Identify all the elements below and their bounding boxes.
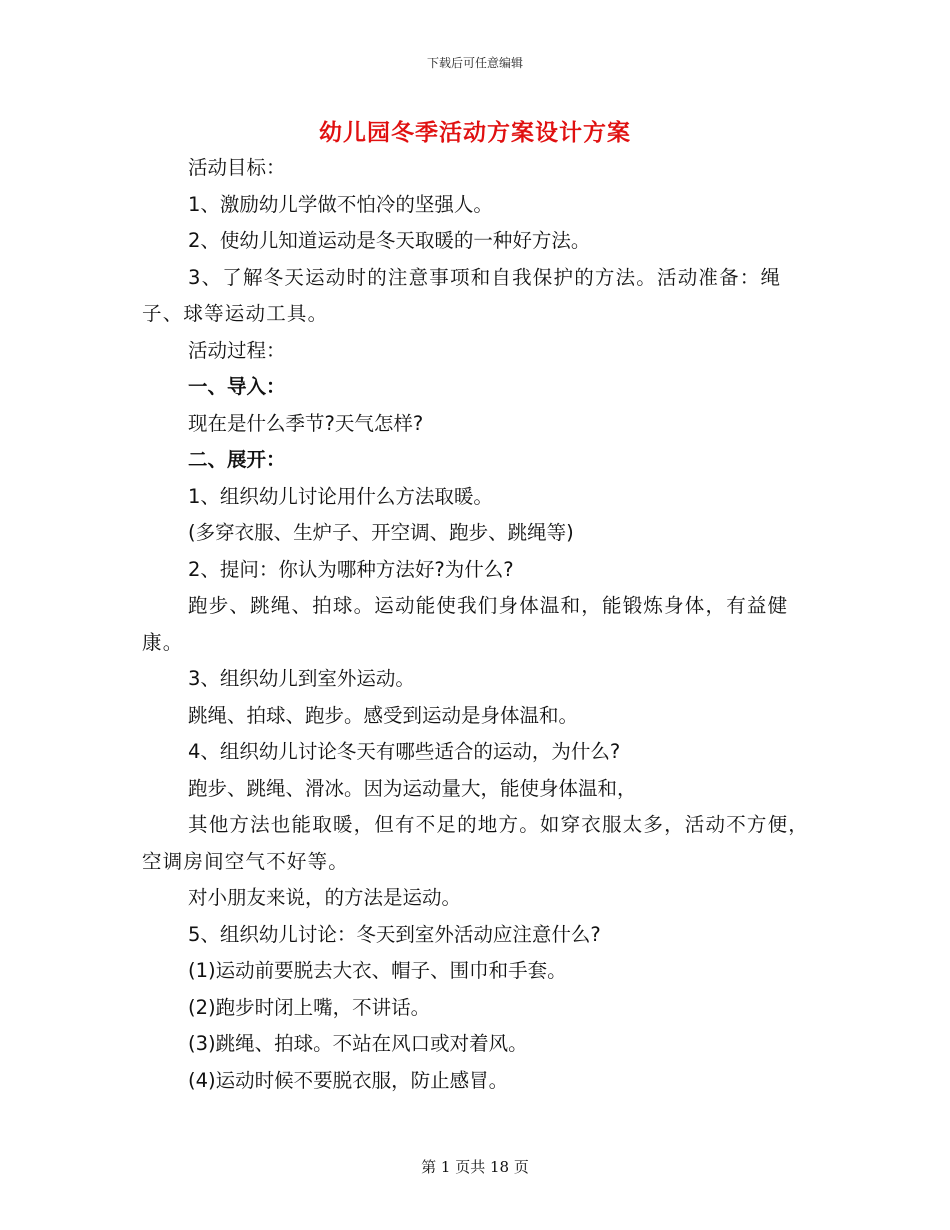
paragraph: 活动目标： <box>188 156 286 179</box>
paragraph: 跑步、跳绳、拍球。运动能使我们身体温和，能锻炼身体，有益健康。 <box>142 594 789 654</box>
paragraph: 2、提问：你认为哪种方法好?为什么? <box>188 557 514 581</box>
page-footer: 第 1 页共 18 页 <box>421 1158 529 1176</box>
document-body <box>142 150 812 1099</box>
list-item: (1)运动前要脱去大衣、帽子、围巾和手套。 <box>188 959 567 982</box>
list-item: (3)跳绳、拍球。不站在风口或对着风。 <box>188 1032 528 1055</box>
paragraph: 4、组织幼儿讨论冬天有哪些适合的运动，为什么? <box>188 740 621 763</box>
section-heading: 二、展开： <box>188 448 286 471</box>
paragraph: 活动过程： <box>188 338 286 362</box>
paragraph: 现在是什么季节?天气怎样? <box>188 411 424 435</box>
paragraph: 1、组织幼儿讨论用什么方法取暖。 <box>188 484 493 508</box>
header-note: 下载后可任意编辑 <box>426 56 523 70</box>
paragraph: (多穿衣服、生炉子、开空调、跑步、跳绳等) <box>188 521 574 544</box>
page-title: 幼儿园冬季活动方案设计方案 <box>319 120 631 146</box>
paragraph: 3、了解冬天运动时的注意事项和自我保护的方法。活动准备：绳子、球等运动工具。 <box>142 265 782 325</box>
paragraph: 5、组织幼儿讨论：冬天到室外活动应注意什么? <box>188 922 601 946</box>
list-item: (2)跑步时闭上嘴，不讲话。 <box>188 995 431 1019</box>
paragraph: 1、激励幼儿学做不怕冷的坚强人。 <box>188 192 493 216</box>
paragraph: 跳绳、拍球、跑步。感受到运动是身体温和。 <box>188 703 579 727</box>
paragraph: 其他方法也能取暖，但有不足的地方。如穿衣服太多，活动不方便，空调房间空气不好等。 <box>142 813 810 873</box>
paragraph: 2、使幼儿知道运动是冬天取暖的一种好方法。 <box>188 229 591 252</box>
paragraph: 对小朋友来说，的方法是运动。 <box>188 886 462 909</box>
paragraph: 跑步、跳绳、滑冰。因为运动量大，能使身体温和， <box>188 776 637 800</box>
section-heading: 一、导入： <box>188 375 286 398</box>
list-item: (4)运动时候不要脱衣服，防止感冒。 <box>188 1068 509 1092</box>
paragraph: 3、组织幼儿到室外运动。 <box>188 667 415 690</box>
